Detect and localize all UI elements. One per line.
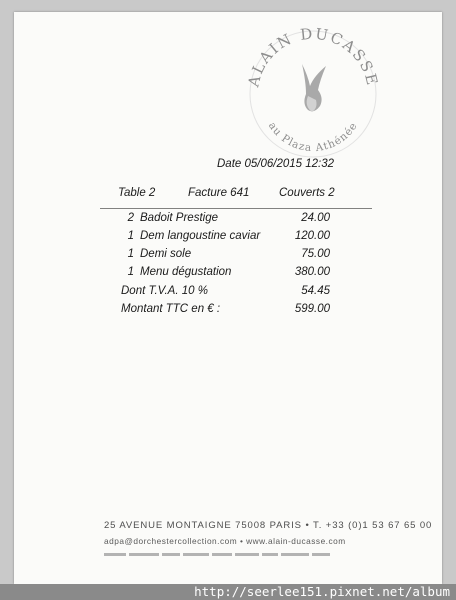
- header-divider: [100, 208, 372, 210]
- line-item: [14, 248, 442, 266]
- receipt-totals: [14, 285, 442, 321]
- total-label: Montant TTC en € :: [121, 303, 221, 315]
- covers-count: Couverts 2: [279, 187, 335, 199]
- item-name: Badoit Prestige: [140, 212, 218, 224]
- watermark-bar: [0, 584, 456, 600]
- item-qty: 1: [127, 230, 134, 242]
- item-name: Menu dégustation: [140, 266, 232, 278]
- logo-venue-text: au Plaza Athénée: [265, 120, 361, 155]
- footer-fine-print: [104, 553, 344, 557]
- receipt-sheet: [14, 12, 442, 584]
- line-items: [14, 212, 442, 284]
- tva-row: [14, 285, 442, 303]
- invoice-number: Facture 641: [188, 187, 250, 199]
- tva-value: 54.45: [301, 285, 330, 297]
- item-qty: 1: [127, 266, 134, 278]
- item-qty: 2: [127, 212, 134, 224]
- footer-contact: adpa@dorchestercollection.com • www.alain-ducasse.com: [104, 536, 346, 546]
- total-row: [14, 303, 442, 321]
- receipt-header: [14, 187, 442, 203]
- item-price: 75.00: [301, 248, 330, 260]
- item-price: 380.00: [294, 266, 330, 278]
- line-item: [14, 266, 442, 284]
- item-price: 120.00: [294, 230, 330, 242]
- receipt-date: Date 05/06/2015 12:32: [217, 158, 335, 170]
- footer-address: 25 AVENUE MONTAIGNE 75008 PARIS • T. +33 (0)1 53 67 65 00: [104, 520, 433, 531]
- alain-ducasse-logo: [242, 16, 384, 158]
- fish-emblem-icon: [302, 64, 326, 112]
- table-number: Table 2: [118, 187, 156, 199]
- total-value: 599.00: [294, 303, 330, 315]
- item-name: Dem langoustine caviar: [140, 230, 261, 242]
- item-price: 24.00: [301, 212, 330, 224]
- line-item: [14, 212, 442, 230]
- item-name: Demi sole: [140, 248, 192, 260]
- tva-label: Dont T.V.A. 10 %: [121, 285, 208, 297]
- logo-brand-text: ALAIN DUCASSE: [244, 24, 382, 89]
- watermark-url: http://seerlee151.pixnet.net/album: [194, 584, 450, 599]
- line-item: [14, 230, 442, 248]
- item-qty: 1: [127, 248, 134, 260]
